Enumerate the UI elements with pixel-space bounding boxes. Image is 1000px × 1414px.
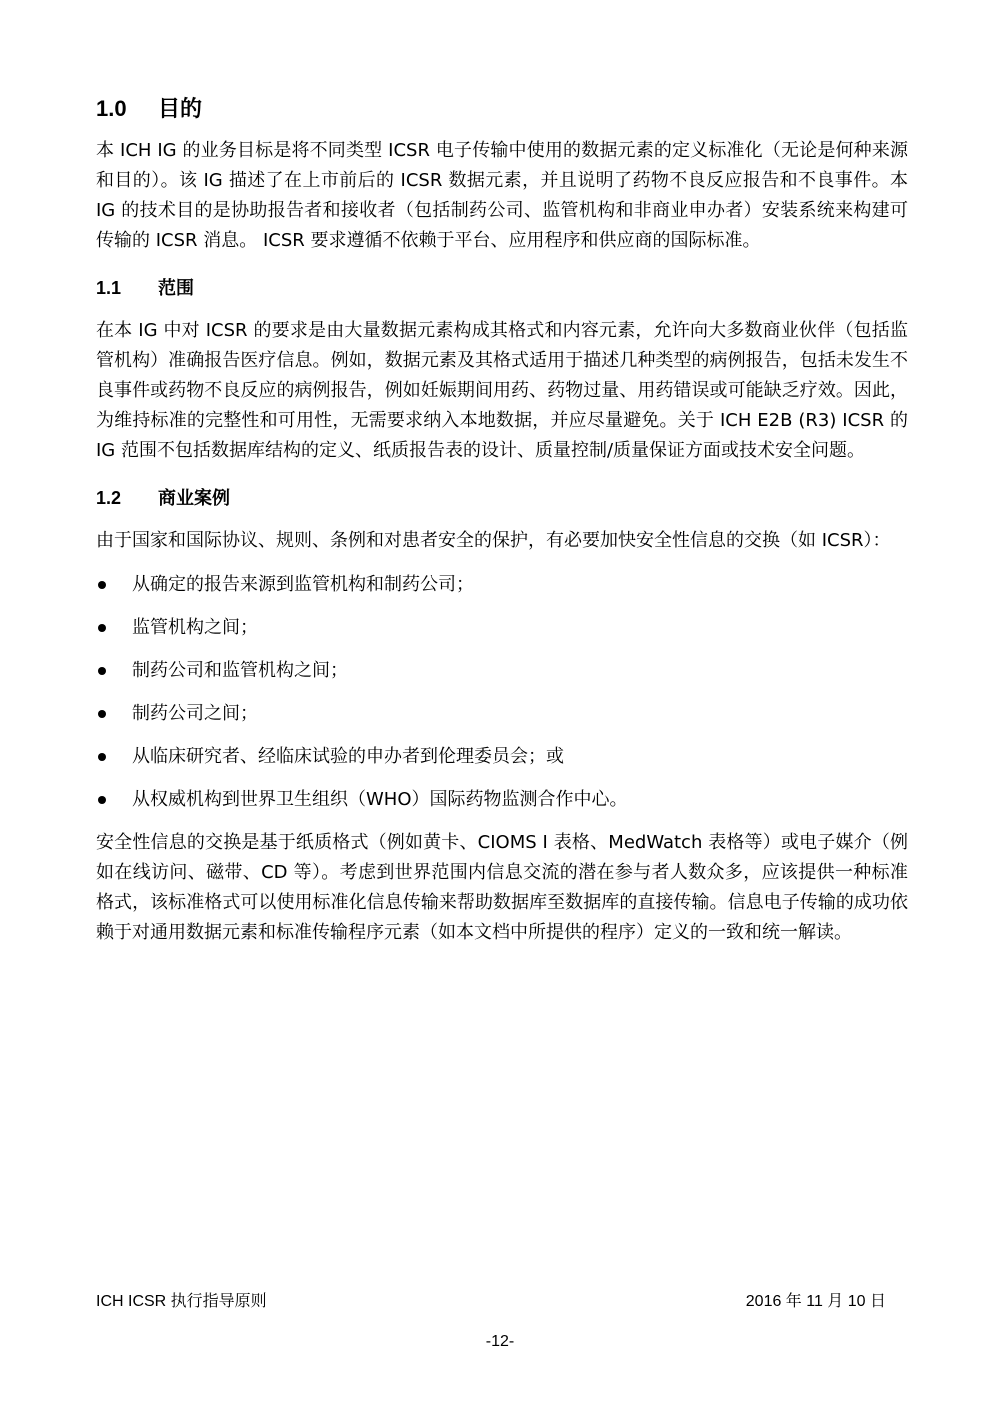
list-item: 从确定的报告来源到监管机构和制药公司； bbox=[96, 570, 908, 600]
footer-document-title: ICH ICSR 执行指导原则 bbox=[96, 1293, 267, 1310]
page-content bbox=[96, 92, 908, 948]
bullet-icon bbox=[98, 753, 106, 761]
bullet-icon bbox=[98, 624, 106, 632]
list-item: 制药公司之间； bbox=[96, 699, 908, 729]
scope-heading bbox=[96, 274, 908, 302]
page-number: -12- bbox=[485, 1333, 515, 1350]
bullet-icon bbox=[98, 581, 106, 589]
bullet-icon bbox=[98, 796, 106, 804]
business-bullet-list bbox=[96, 570, 908, 815]
bullet-icon bbox=[98, 710, 106, 718]
scope-paragraph: 在本 IG 中对 ICSR 的要求是由大量数据元素构成其格式和内容元素，允许向大多数商业伙伴（包括监管机构）准确报告医疗信息。例如，数据元素及其格式适用于描述几种类型的病例报告，包括未发生不良事件或药物不良反应的病例报告，例如妊娠期间用药、药物过量、用药错误或可能缺乏疗效。因此，为维持标准的完整性和可用性，无需要求纳入本地数据，并应尽量避免。关于 ICH E2B (R3) ICSR 的 IG 范围不包括数据库结构的定义、纸质报告表的设计、质量控制/质量保证方面或技术安全问题。 bbox=[96, 320, 908, 461]
list-item: 制药公司和监管机构之间； bbox=[96, 656, 908, 686]
footer-date: 2016 年 11 月 10 日 bbox=[745, 1293, 886, 1310]
scope-title: 范围 bbox=[158, 278, 194, 298]
business-number: 1.2 bbox=[96, 488, 122, 508]
business-heading bbox=[96, 484, 908, 512]
business-closing-paragraph: 安全性信息的交换是基于纸质格式（例如黄卡、CIOMS I 表格、MedWatch 表格等）或电子媒介（例如在线访问、磁带、CD 等）。考虑到世界范围内信息交流的潜在参与者人数众多，应该提供一种标准格式，该标准格式可以使用标准化信息传输来帮助数据库至数据库的直接传输。信息电子传输的成功依赖于对通用数据元素和标准传输程序元素（如本文档中所提供的程序）定义的一致和统一解读。 bbox=[96, 832, 908, 943]
section-number: 1.0 bbox=[96, 96, 127, 121]
section-title: 目的 bbox=[158, 96, 203, 121]
bullet-icon bbox=[98, 667, 106, 675]
list-item: 监管机构之间； bbox=[96, 613, 908, 643]
purpose-paragraph: 本 ICH IG 的业务目标是将不同类型 ICSR 电子传输中使用的数据元素的定义标准化（无论是何种来源和目的）。该 IG 描述了在上市前后的 ICSR 数据元素，并且说明了药物不良反应报告和不良事件。本 IG 的技术目的是协助报告者和接收者（包括制药公司、监管机构和非商业申办者）安装系统来构建可传输的 ICSR 消息。 ICSR 要求遵循不依赖于平台、应用程序和供应商的国际标准。 bbox=[96, 140, 908, 251]
list-item: 从临床研究者、经临床试验的申办者到伦理委员会；或 bbox=[96, 742, 908, 772]
business-title: 商业案例 bbox=[158, 488, 230, 508]
section-heading bbox=[96, 92, 908, 126]
scope-number: 1.1 bbox=[96, 278, 122, 298]
list-item: 从权威机构到世界卫生组织（WHO）国际药物监测合作中心。 bbox=[96, 785, 908, 815]
business-intro: 由于国家和国际协议、规则、条例和对患者安全的保护，有必要加快安全性信息的交换（如 ICSR）： bbox=[96, 530, 891, 551]
